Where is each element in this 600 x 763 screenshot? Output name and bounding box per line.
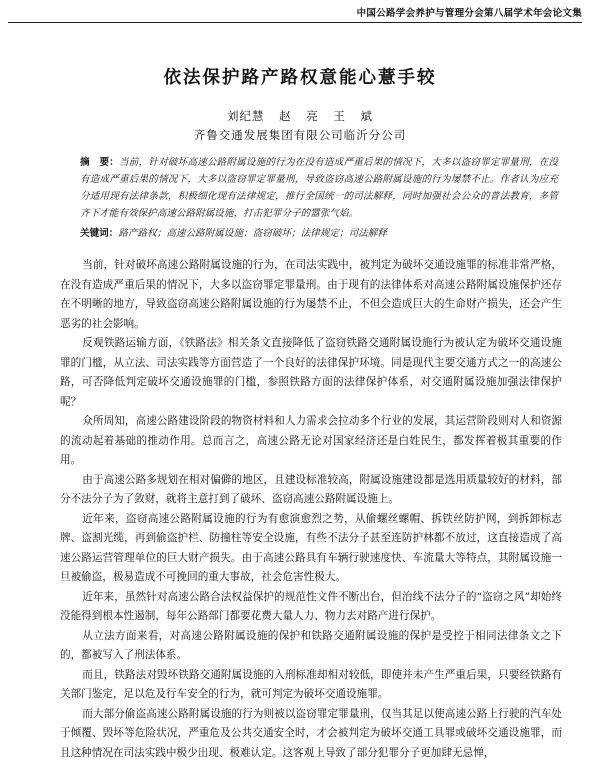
paragraph: 由于高速公路多规划在相对偏僻的地区，且建设标准较高，附属设施建设都是选用质量较好的材料，部分不法分子为了敛财，就将主意打到了破坏、盗窃高速公路附属设施上。 — [60, 471, 562, 510]
paragraph: 当前，针对破坏高速公路附属设施的行为，在司法实践中，被判定为破坏交通设施罪的标准非常严格，在没有造成严重后果的情况下，大多以盗窃罪定罪量刑。由于现有的法律体系对高速公路附属设施保护还存在不明晰的地方，导致盗窃高速公路附属设施的行为屡禁不止，不但会造成巨大的生命财产损失，还会产生恶劣的社会影响。 — [60, 256, 562, 334]
abstract-text: 当前，针对破坏高速公路附属设施的行为在没有造成严重后果的情况下，大多以盗窃罪定罪量刑，在没有造成严重后果的情况下，大多以盗窃罪定罪量刑，导致盗窃高速公路附属设施的行为屡禁不止。作者认为应充分适用现有法律条款，积极细化现有法律规定，推行全国统一的司法解释，同时加强社会公众的普法教育，多管齐下才能有效保护高速公路附属设施，打击犯罪分子的嚣张气焰。 — [80, 157, 558, 219]
paragraph: 近年来，虽然针对高速公路合法权益保护的规范性文件不断出台，但治线不法分子的“盗窃之风”却始终没能得到根本性遏制，每年公路部门都要花费大量人力、物力去对路产进行保护。 — [60, 588, 562, 627]
abstract-label: 摘 要： — [80, 157, 119, 168]
body-text — [60, 256, 562, 763]
paper-title: 依法保护路产路权意能心薏手较 — [0, 64, 600, 89]
paper-affiliation: 齐鲁交通发展集团有限公司临沂分公司 — [0, 127, 600, 143]
running-title: 中国公路学会养护与管理分会第八届学术年会论文集 — [357, 5, 582, 19]
abstract — [80, 154, 558, 222]
paragraph: 近年来，盗窃高速公路附属设施的行为有愈演愈烈之势，从偷螺丝螺帽、拆铁丝防护网，到拆卸标志牌、盗割光缆，再到偷盗护栏、防撞柱等安全设施，有些不法分子甚至连防护林都不放过，这直接造成了高速公路运营管理单位的巨大财产损失。由于高速公路具有车辆行驶速度快、车流量大等特点，其附属设施一旦被偷盗，极易造成不可挽回的重大事故，社会危害性极大。 — [60, 510, 562, 588]
paper-authors: 刘纪慧 赵 亮 王 斌 — [0, 108, 600, 124]
paragraph: 从立法方面来看，对高速公路附属设施的保护和铁路交通附属设施的保护是受控于相同法律条文之下的，都被写入了刑法体系。 — [60, 627, 562, 666]
keywords — [80, 226, 558, 242]
running-header — [8, 4, 582, 23]
keywords-label: 关键词： — [80, 228, 118, 239]
keywords-text: 路产路权；高速公路附属设施；盗窃破坏；法律规定；司法解释 — [118, 228, 387, 239]
paragraph: 反观铁路运输方面，《铁路法》相关条文直接降低了盗窃铁路交通附属设施行为被认定为破坏交通设施罪的门槛，从立法、司法实践等方面营造了一个良好的法律保护环境。同是现代主要交通方式之一的高速公路，可否降低判定破坏交通设施罪的门槛，参照铁路方面的法律保护体系，对交通附属设施加强法律保护呢？ — [60, 334, 562, 412]
paragraph: 而且，铁路法对毁坏铁路交通附属设施的入刑标准却相对较低，即使并未产生严重后果，只要经铁路有关部门鉴定，足以危及行车安全的行为，就可判定为破坏交通设施罪。 — [60, 666, 562, 705]
paragraph: 众所周知，高速公路建设阶段的物资材料和人力需求会拉动多个行业的发展，其运营阶段则对人和资源的流动起着基础的推动作用。总而言之，高速公路无论对国家经济还是白姓民生，都发挥着极其重要的作用。 — [60, 412, 562, 471]
paragraph: 而大部分偷盗高速公路附属设施的行为则被以盗窃罪定罪量刑，仅当其足以使高速公路上行驶的汽车处于倾覆、毁坏等危险状况，严重危及公共交通安全时，才会被判定为破坏交通工具罪或破坏交通设施罪，而且这种情况在司法实践中极少出现、极难认定。这客观上导致了部分犯罪分子更加肆无忌惮， — [60, 705, 562, 763]
